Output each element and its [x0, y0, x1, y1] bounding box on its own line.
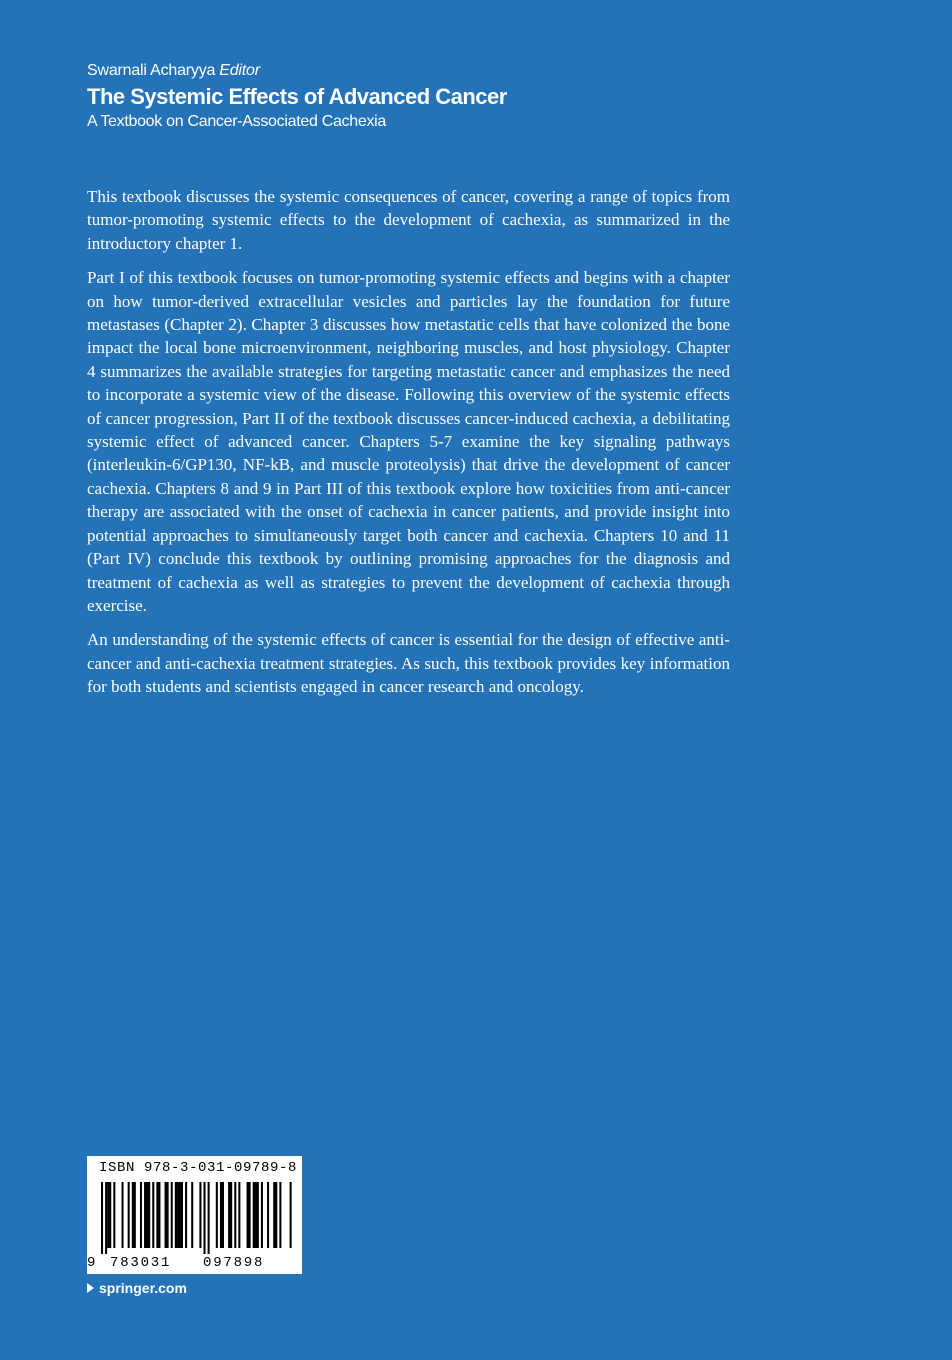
- cover-header: [87, 60, 787, 132]
- barcode-bar: [113, 1182, 115, 1248]
- blurb-paragraph-parts: Part I of this textbook focuses on tumor-promoting systemic effects and begins with a chapter on how tumor-derived extracellular vesicles and particles lay the foundation for future metastases (Chapter 2). Chapter 3 discusses how metastatic cells that have colonized the bone impact the local bone microenvironment, neighboring muscles, and host physiology. Chapter 4 summarizes the available strategies for targeting metastatic cancer and emphasizes the need to incorporate a systemic view of the disease. Following this overview of the systemic effects of cancer progression, Part II of the textbook discusses cancer-induced cachexia, a debilitating systemic effect of advanced cancer. Chapters 5-7 examine the key signaling pathways (interleukin-6/GP130, NF-kB, and muscle proteolysis) that drive the development of cancer cachexia. Chapters 8 and 9 in Part III of this textbook explore how toxicities from anti-cancer therapy are associated with the onset of cachexia in cancer patients, and provide insight into potential approaches to simultaneously target both cancer and cachexia. Chapters 10 and 11 (Part IV) conclude this textbook by outlining promising approaches for the diagnosis and treatment of cachexia as well as strategies to prevent the development of cachexia through exercise.: [87, 268, 730, 615]
- barcode-bar: [107, 1182, 111, 1248]
- barcode-bar: [253, 1182, 259, 1248]
- barcode-bar: [140, 1182, 142, 1248]
- barcode-bar: [191, 1182, 193, 1248]
- barcode-bar: [228, 1182, 232, 1248]
- barcode-bar: [290, 1182, 292, 1248]
- barcode-bar: [171, 1182, 173, 1248]
- barcode-bar: [152, 1182, 154, 1248]
- barcode-bar: [267, 1182, 269, 1248]
- barcode-bars: [97, 1182, 292, 1254]
- barcode-bar: [165, 1182, 169, 1248]
- blurb-paragraph-conclusion: An understanding of the systemic effects of cancer is essential for the design of effective anti-cancer and anti-cachexia treatment strategies. As such, this textbook provides key information for both students and scientists engaged in cancer research and oncology.: [87, 630, 730, 697]
- barcode-bar: [122, 1182, 124, 1248]
- barcode-bar: [247, 1182, 251, 1248]
- barcode-bar: [204, 1182, 206, 1254]
- barcode-bar: [101, 1182, 103, 1254]
- barcode-bar: [144, 1182, 150, 1248]
- barcode-bar: [220, 1182, 224, 1248]
- editor-name: Swarnali Acharyya: [87, 62, 216, 79]
- barcode-bar: [279, 1182, 281, 1248]
- barcode-bar: [105, 1182, 107, 1254]
- barcode-digit-first: 9: [87, 1255, 98, 1271]
- book-title: The Systemic Effects of Advanced Cancer: [87, 84, 507, 109]
- barcode-bar: [208, 1182, 210, 1254]
- barcode-bar: [216, 1182, 218, 1248]
- isbn-barcode-box: [87, 1156, 302, 1274]
- barcode-bar: [128, 1182, 130, 1248]
- barcode-bar: [273, 1182, 277, 1248]
- barcode-bar: [261, 1182, 263, 1248]
- barcode-bar: [234, 1182, 236, 1248]
- barcode-bar: [185, 1182, 187, 1248]
- book-subtitle: A Textbook on Cancer-Associated Cachexia: [87, 113, 386, 130]
- barcode-digits-right: 097898: [203, 1255, 265, 1271]
- barcode-digits-left: 783031: [110, 1255, 172, 1271]
- barcode-bar: [156, 1182, 160, 1248]
- back-cover-blurb: [87, 185, 730, 710]
- publisher-link[interactable]: [87, 1279, 187, 1297]
- isbn-label: ISBN 978-3-031-09789-8: [99, 1160, 298, 1176]
- barcode-bar: [238, 1182, 240, 1248]
- arrow-right-icon: [87, 1283, 94, 1293]
- publisher-url[interactable]: springer.com: [99, 1280, 187, 1296]
- barcode-bar: [175, 1182, 183, 1248]
- editor-line: [87, 60, 787, 82]
- editor-role: Editor: [219, 62, 260, 79]
- barcode-bar: [199, 1182, 201, 1248]
- blurb-paragraph-intro: This textbook discusses the systemic consequences of cancer, covering a range of topics from tumor-promoting systemic effects to the development of cachexia, as summarized in the introductory chapter 1.: [87, 187, 730, 253]
- barcode-bar: [132, 1182, 136, 1248]
